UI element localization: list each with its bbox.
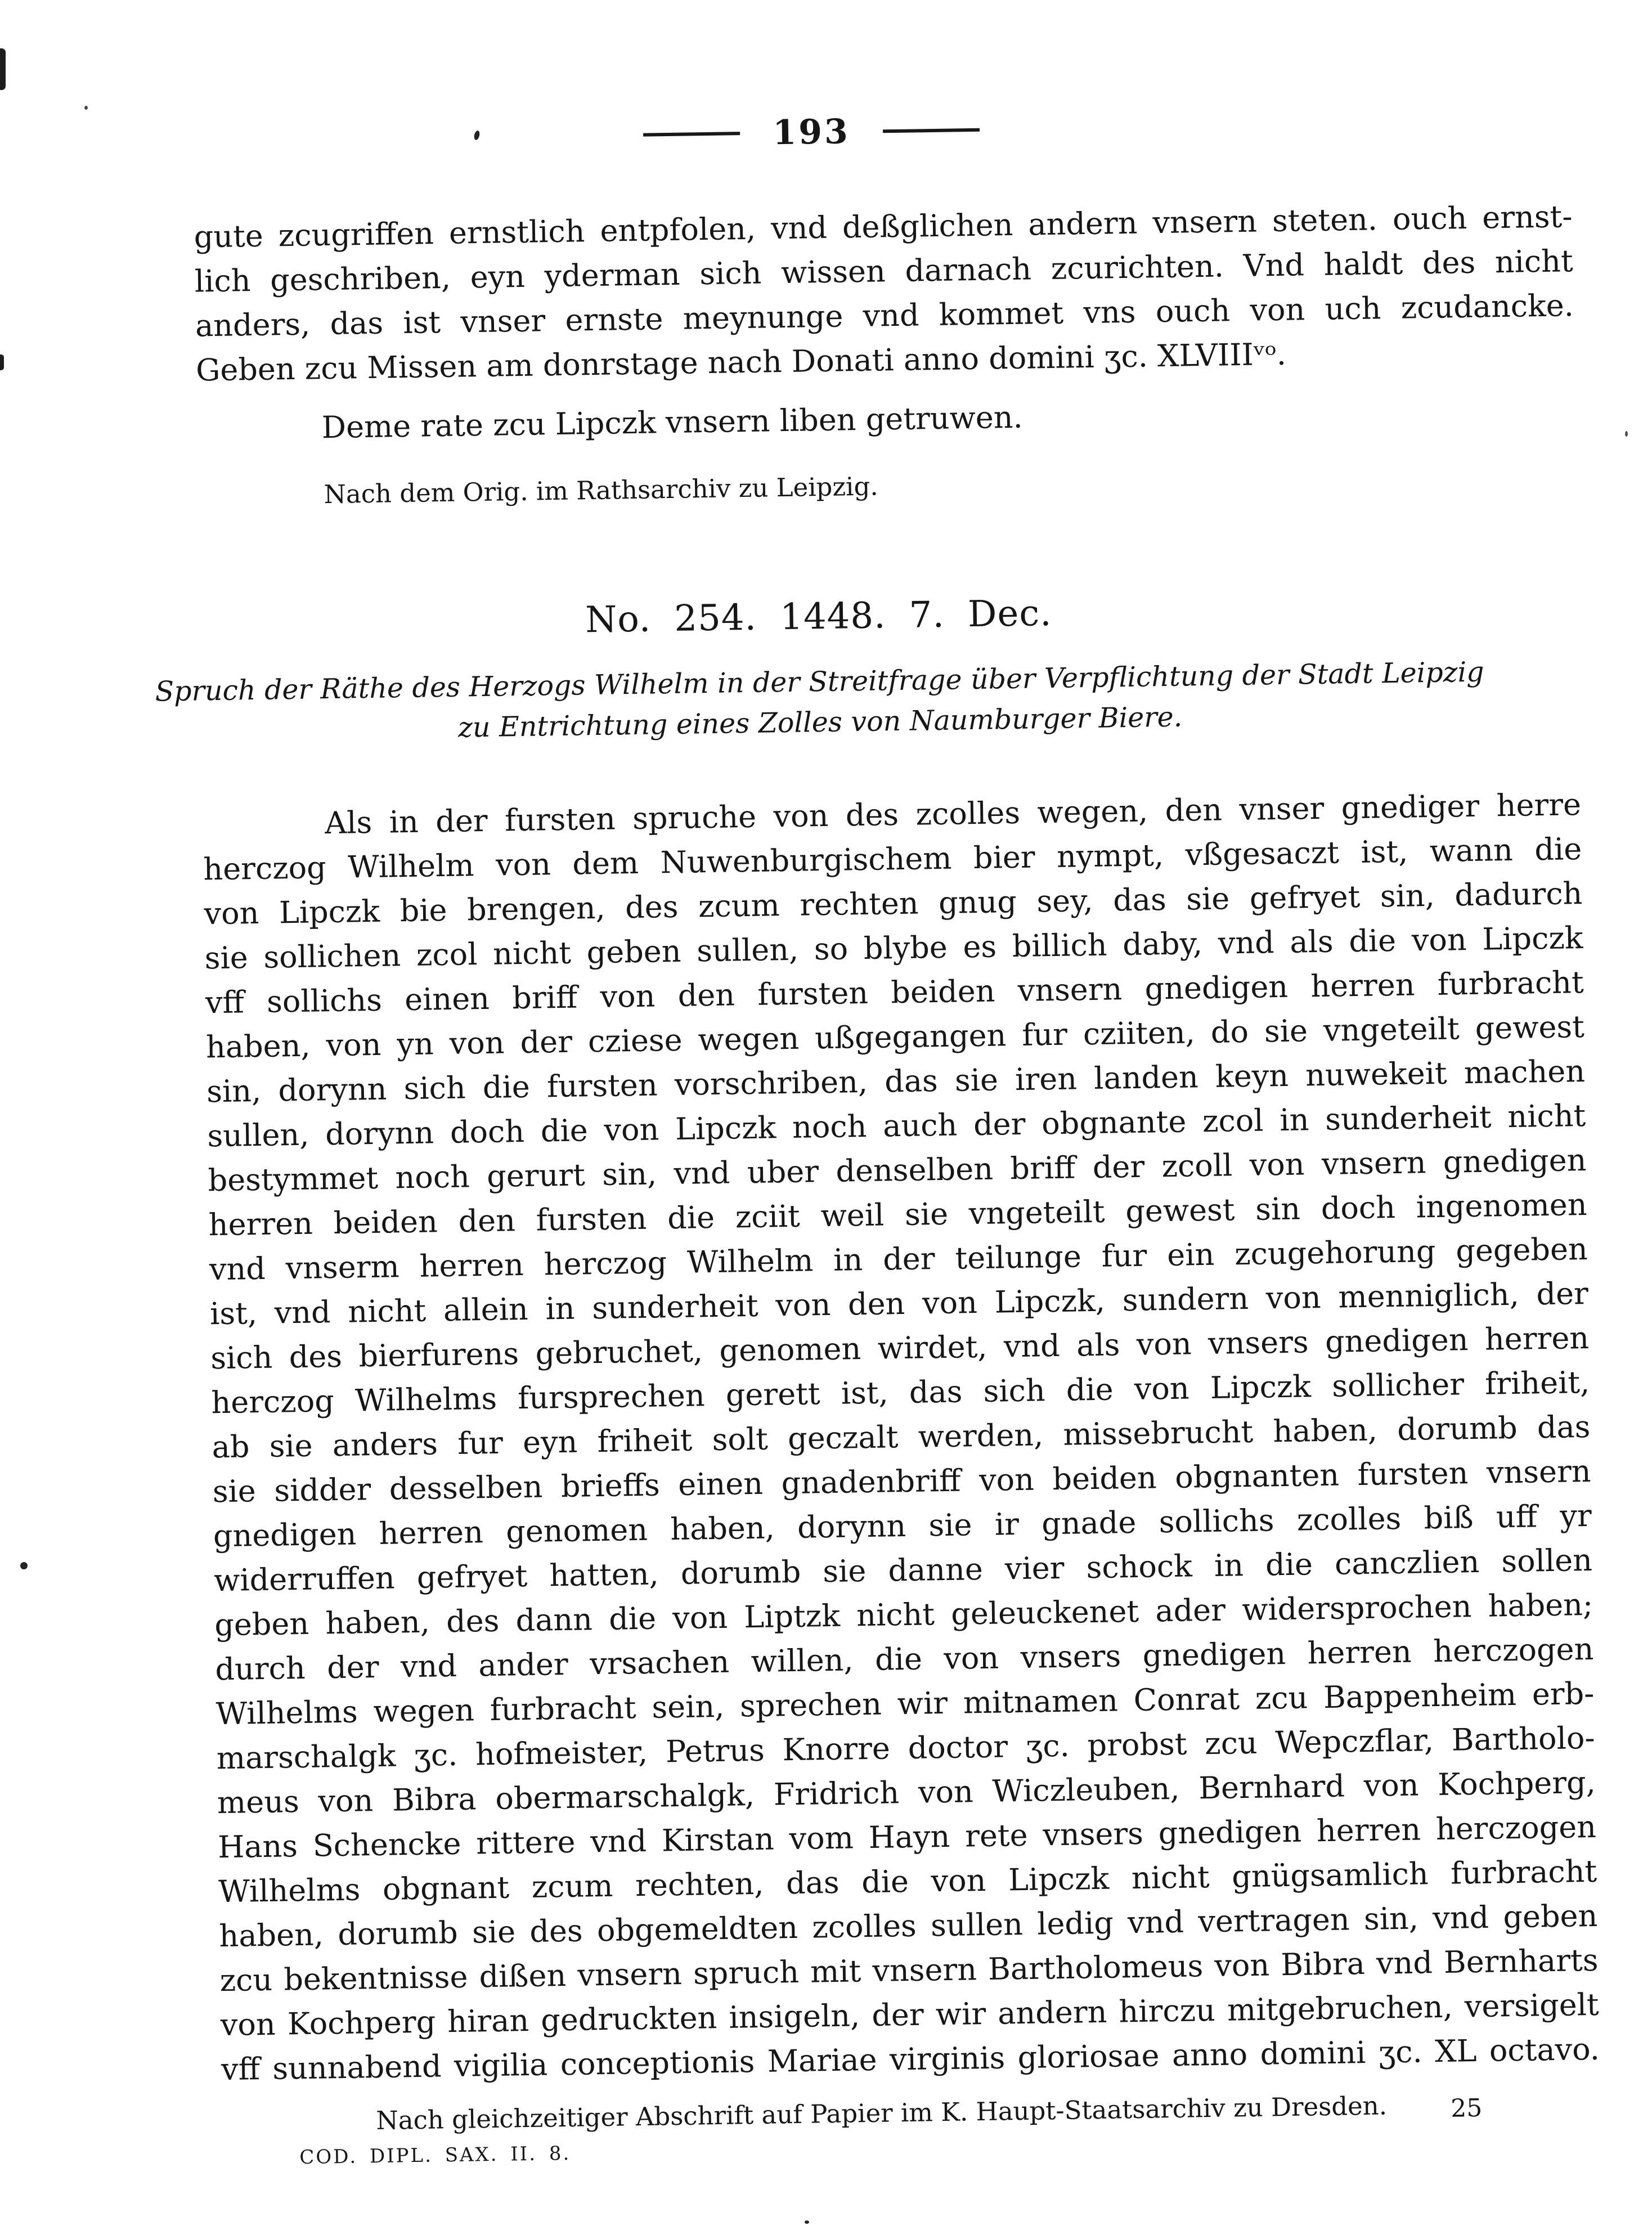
scan-artifact xyxy=(84,106,88,110)
text-line: herczog Wilhelms fursprechen gerett ist, das sich die von Lipczk sollicher friheit, xyxy=(210,1364,1590,1421)
document-heading: No. 254. 1448. 7. Dec. xyxy=(585,592,1053,641)
text-line: sich des bierfurens gebruchet, genomen wirdet, vnd als von vnsers gnedigen herren xyxy=(210,1320,1590,1376)
text-line: vff sunnabend vigilia conceptionis Mariae virginis gloriosae anno domini ʒc. XL octavo. xyxy=(221,2031,1600,2088)
text-line: haben, von yn von der cziese wegen ußgegangen fur cziiten, do sie vngeteilt gewest xyxy=(205,1008,1585,1065)
text-line: meus von Bibra obermarschalgk, Fridrich von Wiczleuben, Bernhard von Kochperg, xyxy=(217,1764,1596,1821)
header-rule-right xyxy=(883,128,980,133)
text-line: Hans Schencke rittere vnd Kirstan vom Hayn rete vnsers gnedigen herren herczogen xyxy=(217,1809,1597,1865)
text-line: gnedigen herren genomen haben, dorynn sie ir gnade sollichs zcolles biß uff yr xyxy=(213,1497,1592,1554)
text-line: haben, dorumb sie des obgemeldten zcolles sullen ledig vnd vertragen sin, vnd geben xyxy=(219,1897,1598,1954)
text-line: zu Entrichtung eines Zolles von Naumburger Biere. xyxy=(457,701,1183,744)
source-note-leipzig: Nach dem Orig. im Rathsarchiv zu Leipzig. xyxy=(324,471,878,510)
text-line: sie sidder desselben brieffs einen gnadenbriff von beiden obgnanten fursten vnsern xyxy=(212,1453,1592,1510)
scan-artifact xyxy=(0,355,4,370)
document-body xyxy=(203,782,1600,2092)
text-line: bestymmet noch gerurt sin, vnd uber denselben briff der zcoll von vnsern gnedigen xyxy=(208,1142,1587,1199)
text-line: widerruffen gefryet hatten, dorumb sie danne vier schock in die canczlien sollen xyxy=(213,1542,1593,1599)
scan-artifact xyxy=(20,1562,28,1569)
text-line: Wilhelms wegen furbracht sein, sprechen wir mitnamen Conrat zcu Bappenheim erb- xyxy=(216,1675,1595,1732)
text-line: vnd vnserm herren herczog Wilhelm in der teilunge fur ein zcugehorung gegeben xyxy=(209,1231,1588,1287)
text-line: Spruch der Räthe des Herzogs Wilhelm in der Streitfrage über Verpflichtung der Stadt Leipzig xyxy=(155,656,1484,708)
text-line: anders, das ist vnser ernste meynunge vnd kommet vns ouch von uch zcudancke. xyxy=(195,288,1574,344)
text-line: ab sie anders fur eyn friheit solt geczalt werden, missebrucht haben, dorumb das xyxy=(212,1408,1591,1465)
scan-artifact xyxy=(805,2220,809,2224)
previous-document-continuation xyxy=(194,194,1574,392)
text-line: sullen, dorynn doch die von Lipczk noch auch der obgnante zcol in sunderheit nicht xyxy=(206,1097,1586,1154)
text-line: Geben zcu Missen am donrstage nach Donati anno domini ʒc. XLVIIIᵛᵒ. xyxy=(195,336,1287,388)
text-line: herren beiden den fursten die zciit weil sie vngeteilt gewest sin doch ingenomen xyxy=(208,1186,1587,1243)
document-summary xyxy=(0,649,1646,755)
header-rule-left xyxy=(643,132,740,137)
text-line: sie sollichen zcol nicht geben sullen, so blybe es billich daby, vnd als die von Lipczk xyxy=(204,920,1583,976)
text-line: marschalgk ʒc. hofmeister, Petrus Knorre doctor ʒc. probst zcu Wepczflar, Bartholo- xyxy=(216,1720,1596,1776)
text-line: geben haben, des dann die von Liptzk nicht geleuckenet ader widersprochen haben; xyxy=(214,1586,1593,1643)
text-line: Als in der fursten spruche von des zcolles wegen, den vnser gnediger herre xyxy=(324,787,1582,841)
source-note-dresden: Nach gleichzeitiger Abschrift auf Papier im K. Haupt-Staatsarchiv zu Dresden. xyxy=(376,2090,1388,2136)
sheet-number: 25 xyxy=(1450,2093,1483,2123)
text-line: Wilhelms obgnant zcum rechten, das die von Lipczk nicht gnügsamlich furbracht xyxy=(218,1853,1597,1910)
text-line: von Lipczk bie brengen, des zcum rechten gnug sey, das sie gefryet sin, dadurch xyxy=(204,876,1583,932)
text-line: ist, vnd nicht allein in sunderheit von den von Lipczk, sundern von menniglich, der xyxy=(209,1275,1589,1332)
text-line: sin, dorynn sich die fursten vorschriben, das sie iren landen keyn nuwekeit machen xyxy=(206,1053,1586,1110)
series-signature: COD. DIPL. SAX. II. 8. xyxy=(299,2142,571,2169)
text-line: vff sollichs einen briff von den fursten beiden vnsern gnedigen herren furbracht xyxy=(205,964,1584,1021)
scan-artifact xyxy=(0,48,6,90)
text-line: lich geschriben, eyn yderman sich wissen darnach zcurichten. Vnd haldt des nicht xyxy=(194,243,1574,299)
scan-artifact xyxy=(1625,431,1628,437)
text-line: gute zcugriffen ernstlich entpfolen, vnd deßglichen andern vnsern steten. ouch ernst- xyxy=(194,199,1573,255)
text-line: durch der vnd ander vrsachen willen, die von vnsers gnedigen herren herczogen xyxy=(215,1631,1594,1688)
text-line: herczog Wilhelm von dem Nuwenburgischem bier nympt, vßgesaczt ist, wann die xyxy=(203,831,1582,887)
page-number: 193 xyxy=(772,112,851,153)
text-line: zcu bekentnisse dißen vnsern spruch mit vnsern Bartholomeus von Bibra vnd Bernharts xyxy=(219,1942,1599,1999)
address-line: Deme rate zcu Lipczk vnsern liben getruwen. xyxy=(321,399,1023,446)
page-header xyxy=(0,103,1637,161)
text-line: von Kochperg hiran gedruckten insigeln, der wir andern hirczu mitgebruchen, versigelt xyxy=(220,1986,1600,2043)
